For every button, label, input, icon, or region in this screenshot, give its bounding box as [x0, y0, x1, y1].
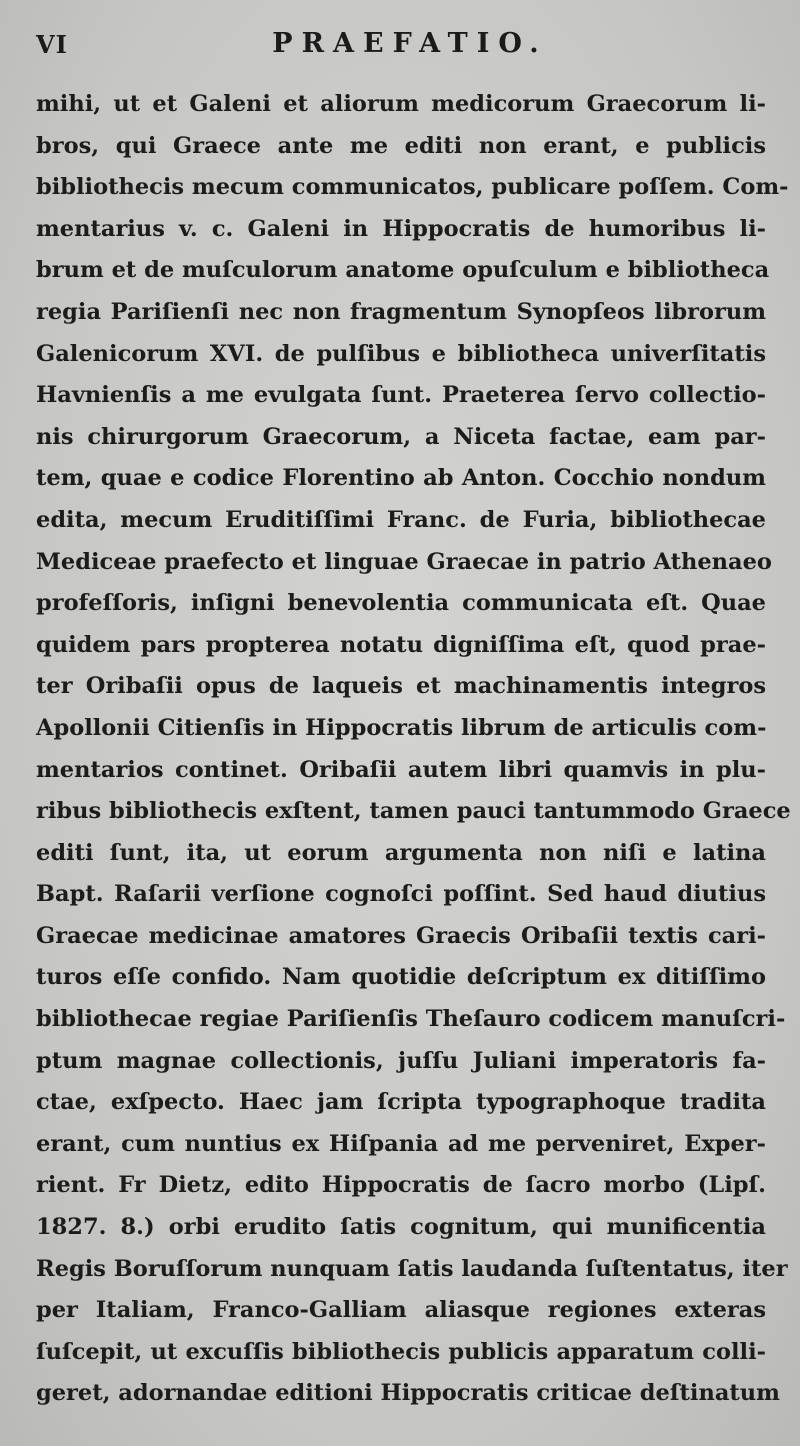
- text-line: turos eſſe confido. Nam quotidie deſcriptum ex ditiſſimo: [36, 964, 766, 991]
- text-line: bibliothecae regiae Pariſienſis Theſauro codicem manuſcri-: [36, 1006, 786, 1033]
- text-line: mentarios continet. Oribaſii autem libri quamvis in plu-: [36, 756, 766, 783]
- preface-body-text: [36, 84, 791, 1415]
- text-line: editi ſunt, ita, ut eorum argumenta non niſi e latina: [36, 839, 766, 866]
- text-line: erant, cum nuntius ex Hiſpania ad me perveniret, Exper-: [36, 1130, 766, 1157]
- text-line: Regis Boruſſorum nunquam ſatis laudanda ſuſtentatus, iter: [36, 1255, 788, 1282]
- text-line: mentarius v. c. Galeni in Hippocratis de humoribus li-: [36, 215, 766, 242]
- text-line: Graecae medicinae amatores Graecis Oribaſii textis cari-: [36, 922, 766, 949]
- text-line: Galenicorum XVI. de pulſibus e bibliotheca univerſitatis: [36, 340, 766, 367]
- text-line: mihi, ut et Galeni et aliorum medicorum Graecorum li-: [36, 91, 766, 117]
- text-line: edita, mecum Eruditiſſimi Franc. de Furia, bibliothecae: [36, 506, 766, 533]
- page-number: VI: [36, 30, 68, 59]
- text-line: per Italiam, Franco-Galliam aliasque regiones exteras: [36, 1297, 766, 1324]
- text-line: regia Pariſienſi nec non fragmentum Synopſeos librorum: [36, 298, 766, 325]
- text-line: rient. Fr Dietz, edito Hippocratis de ſacro morbo (Lipſ.: [36, 1172, 766, 1199]
- text-line: bros, qui Graece ante me editi non erant, e publicis: [36, 132, 766, 159]
- text-line: Mediceae praefecto et linguae Graecae in patrio Athenaeo: [36, 548, 772, 575]
- text-line: geret, adornandae editioni Hippocratis criticae deſtinatum: [36, 1380, 780, 1407]
- text-line: tem, quae e codice Florentino ab Anton. Cocchio nondum: [36, 465, 766, 492]
- text-line: ter Oribaſii opus de laqueis et machinamentis integros: [36, 673, 766, 700]
- text-line: 1827. 8.) orbi erudito ſatis cognitum, qui munificentia: [36, 1214, 766, 1241]
- text-line: profeſſoris, inſigni benevolentia communicata eſt. Quae: [36, 590, 766, 617]
- text-line: ptum magnae collectionis, juſſu Juliani imperatoris fa-: [36, 1047, 766, 1074]
- page-header: [0, 28, 800, 68]
- text-line: ribus bibliothecis exſtent, tamen pauci tantummodo Graece: [36, 798, 791, 825]
- text-line: ſuſcepit, ut excuſſis bibliothecis publicis apparatum colli-: [36, 1338, 766, 1365]
- text-line: brum et de muſculorum anatome opuſculum e bibliotheca: [36, 257, 770, 284]
- text-line: Bapt. Raſarii verſione cognoſci poſſint. Sed haud diutius: [36, 881, 766, 908]
- text-line: nis chirurgorum Graecorum, a Niceta factae, eam par-: [36, 423, 766, 450]
- text-line: Havnienſis a me evulgata ſunt. Praeterea ſervo collectio-: [36, 382, 766, 409]
- text-line: Apollonii Citienſis in Hippocratis librum de articulis com-: [36, 714, 767, 741]
- running-title: PRAEFATIO.: [272, 28, 548, 59]
- text-line: ctae, exſpecto. Haec jam ſcripta typographoque tradita: [36, 1089, 766, 1116]
- text-line: quidem pars propterea notatu digniſſima eſt, quod prae-: [36, 631, 766, 658]
- text-line: bibliothecis mecum communicatos, publicare poſſem. Com-: [36, 174, 789, 201]
